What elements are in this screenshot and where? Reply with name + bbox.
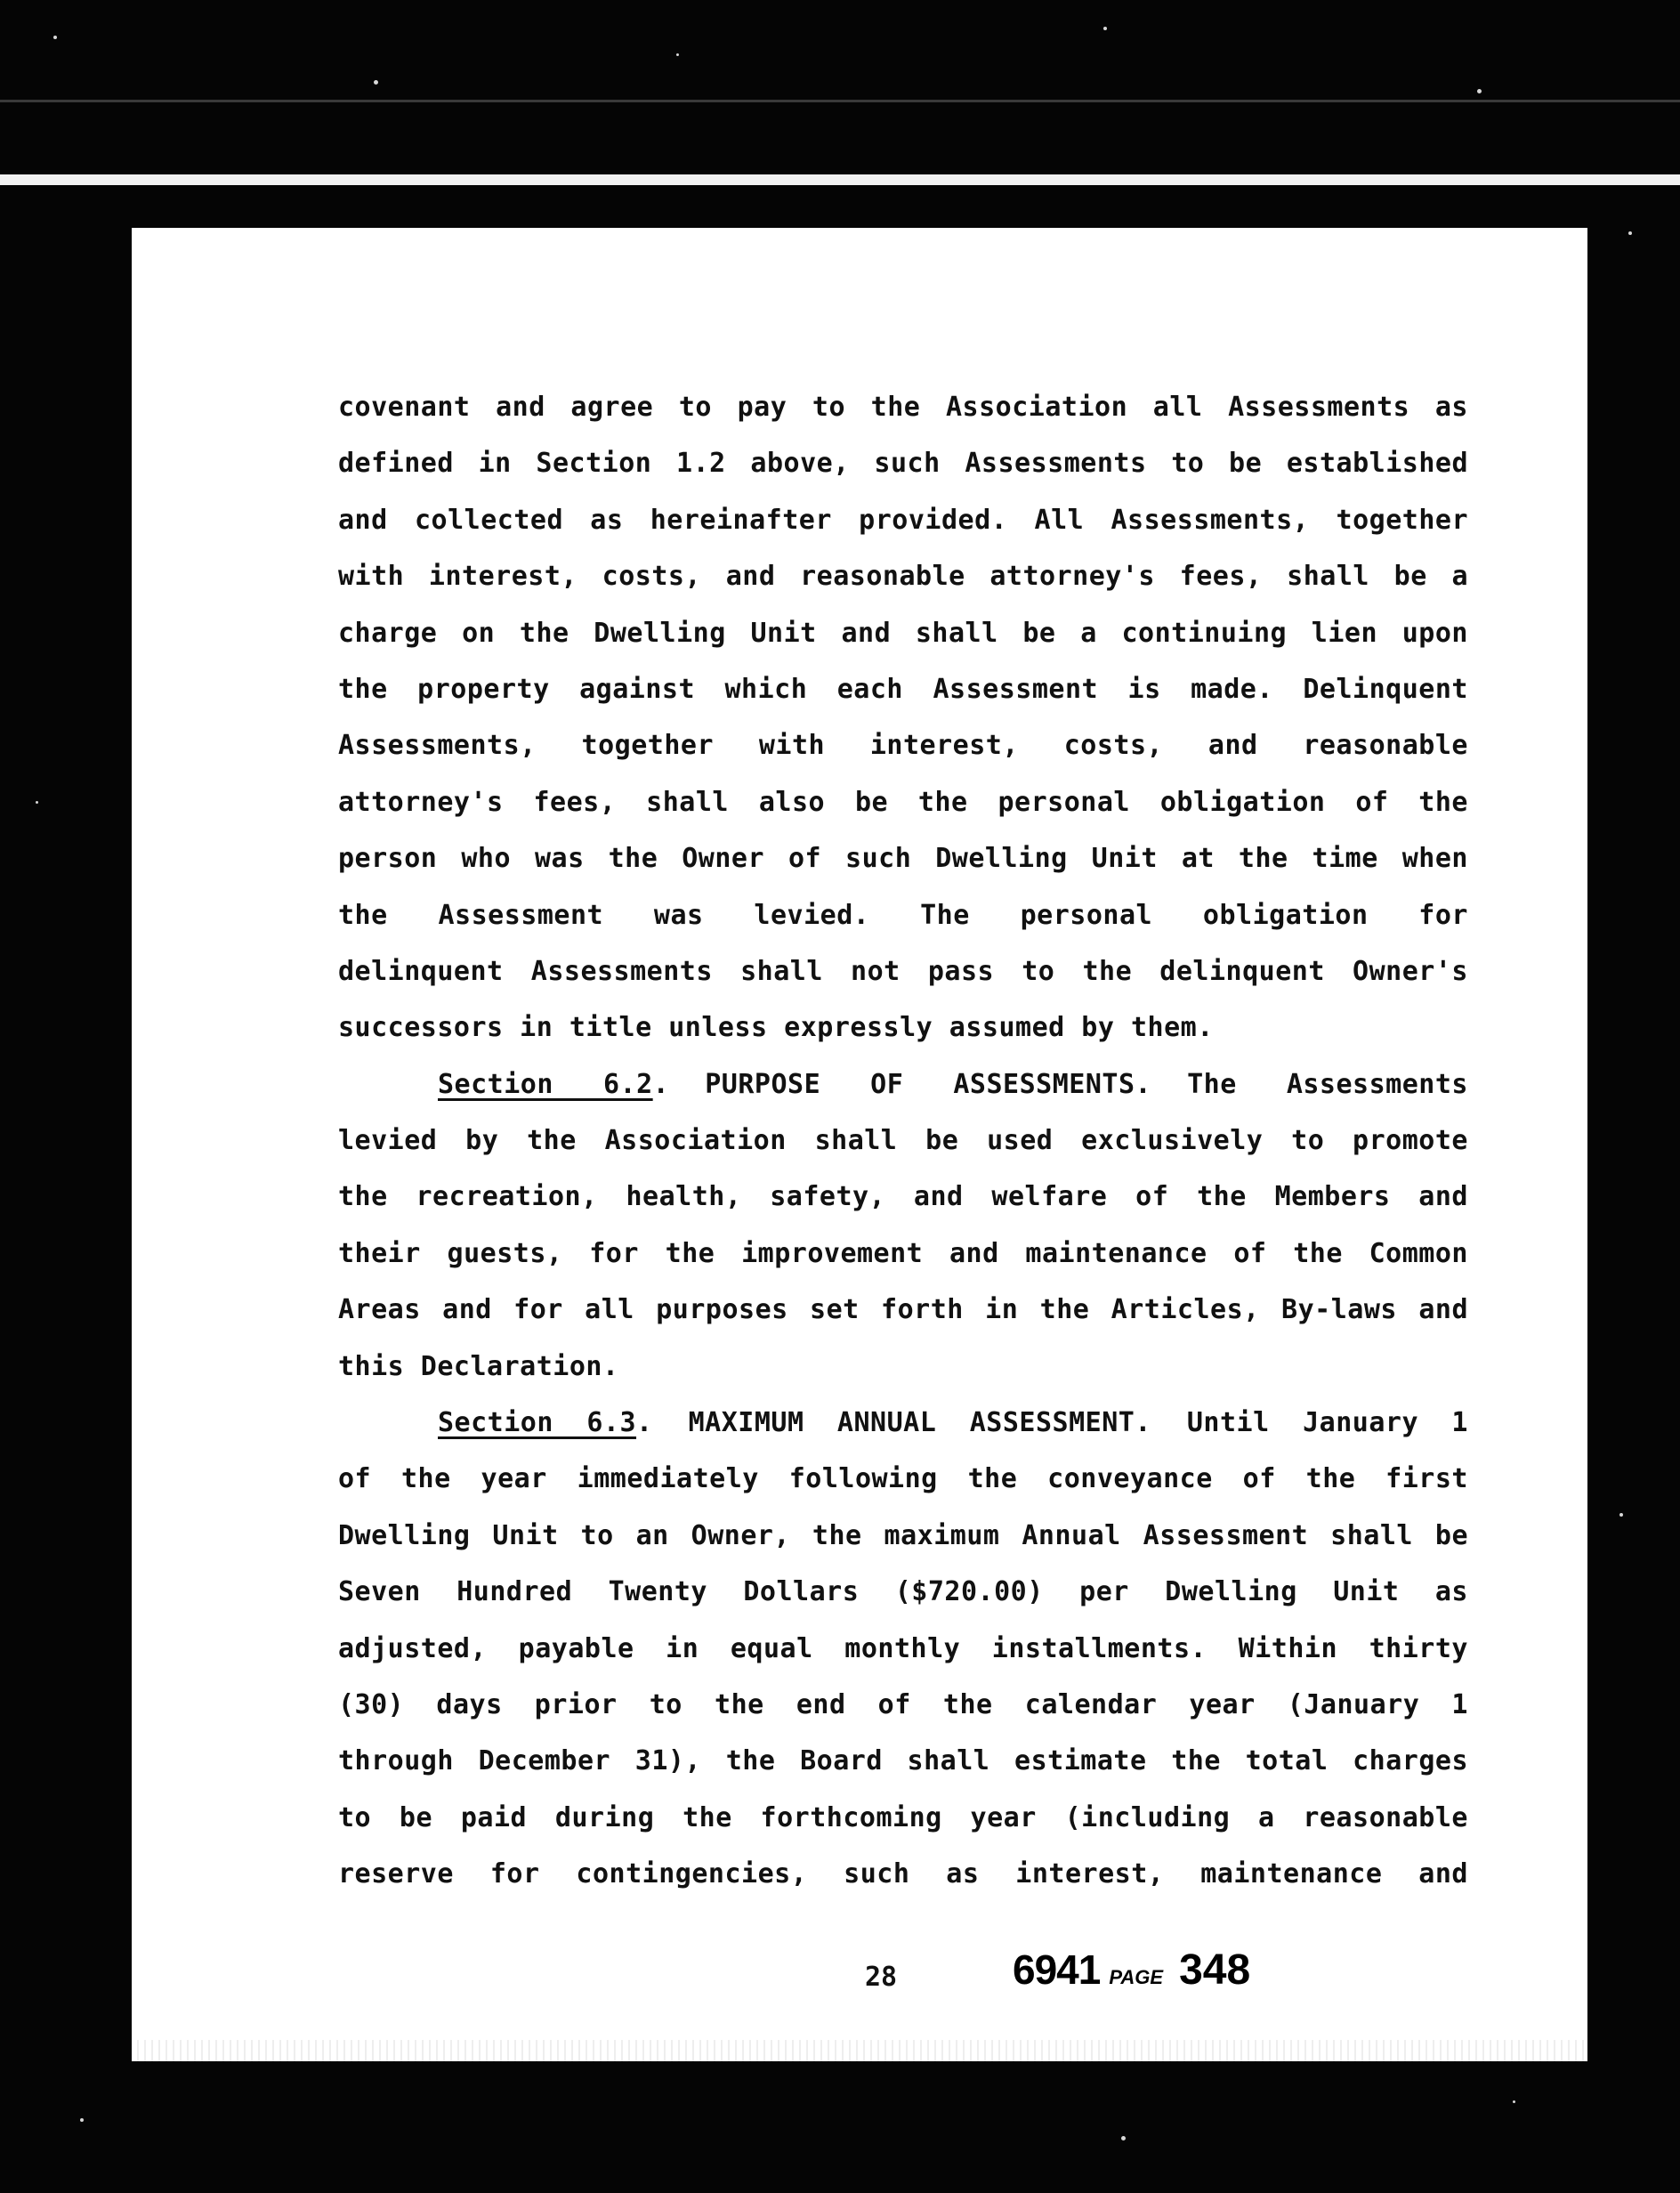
page-label: PAGE	[1109, 1966, 1164, 1988]
section-6-3	[338, 1395, 1468, 1903]
text-line: the recreation, health, safety, and welfare of the Members and	[338, 1181, 1468, 1213]
text-line: Assessments, together with interest, costs, and reasonable	[338, 730, 1468, 762]
text-line: this Declaration.	[338, 1350, 619, 1382]
text-line: adjusted, payable in equal monthly installments. Within thirty	[338, 1632, 1468, 1664]
scan-artifact-line	[0, 100, 1680, 102]
text-line: reserve for contingencies, such as interest, maintenance and	[338, 1858, 1468, 1890]
text-line: with interest, costs, and reasonable attorney's fees, shall be a	[338, 561, 1468, 593]
section-heading-line: Section 6.2. PURPOSE OF ASSESSMENTS. The Assessments	[438, 1068, 1468, 1100]
text-line: Seven Hundred Twenty Dollars ($720.00) per Dwelling Unit as	[338, 1576, 1468, 1608]
book-number: 6941	[1013, 1946, 1101, 1993]
text-line: Areas and for all purposes set forth in the Articles, By-laws and	[338, 1294, 1468, 1326]
text-line: of the year immediately following the conveyance of the first	[338, 1463, 1468, 1495]
recording-stamp	[1013, 1946, 1250, 1995]
section-title: PURPOSE OF ASSESSMENTS.	[705, 1068, 1152, 1100]
text-line: the Assessment was levied. The personal obligation for	[338, 899, 1468, 931]
text-line: delinquent Assessments shall not pass to the delinquent Owner's	[338, 955, 1468, 987]
text-line: levied by the Association shall be used exclusively to promote	[338, 1125, 1468, 1157]
text-line: attorney's fees, shall also be the personal obligation of the	[338, 786, 1468, 818]
text-line: (30) days prior to the end of the calendar year (January 1	[338, 1688, 1468, 1720]
page-footer	[132, 1946, 1587, 2017]
section-label: Section 6.2	[438, 1068, 653, 1100]
document-page	[132, 228, 1587, 2061]
section-label: Section 6.3	[438, 1407, 637, 1439]
paragraph-lien-obligation	[338, 379, 1468, 1056]
scanner-edge-stripe	[0, 174, 1680, 185]
text-segment: The Assessments	[1187, 1068, 1468, 1100]
text-segment: Until January 1	[1186, 1407, 1468, 1439]
section-6-2	[338, 1056, 1468, 1395]
section-heading-line: Section 6.3. MAXIMUM ANNUAL ASSESSMENT. Until January 1	[438, 1407, 1468, 1439]
document-body	[338, 379, 1468, 1903]
text-line: and collected as hereinafter provided. All Assessments, together	[338, 504, 1468, 536]
page-number: 28	[865, 1962, 898, 1993]
text-line: successors in title unless expressly assumed by them.	[338, 1012, 1214, 1044]
text-line: defined in Section 1.2 above, such Assessments to be established	[338, 448, 1468, 480]
text-line: the property against which each Assessment is made. Delinquent	[338, 673, 1468, 705]
text-line: to be paid during the forthcoming year (including a reasonable	[338, 1801, 1468, 1833]
text-line: Dwelling Unit to an Owner, the maximum Annual Assessment shall be	[338, 1519, 1468, 1551]
text-line: person who was the Owner of such Dwelling Unit at the time when	[338, 843, 1468, 875]
text-line: charge on the Dwelling Unit and shall be a continuing lien upon	[338, 617, 1468, 649]
text-line: their guests, for the improvement and maintenance of the Common	[338, 1237, 1468, 1269]
text-line: through December 31), the Board shall estimate the total charges	[338, 1745, 1468, 1777]
page-bottom-edge	[132, 2040, 1587, 2061]
recorded-page-number: 348	[1179, 1946, 1251, 1994]
section-title: MAXIMUM ANNUAL ASSESSMENT.	[688, 1407, 1151, 1439]
text-line: covenant and agree to pay to the Association all Assessments as	[338, 392, 1468, 423]
